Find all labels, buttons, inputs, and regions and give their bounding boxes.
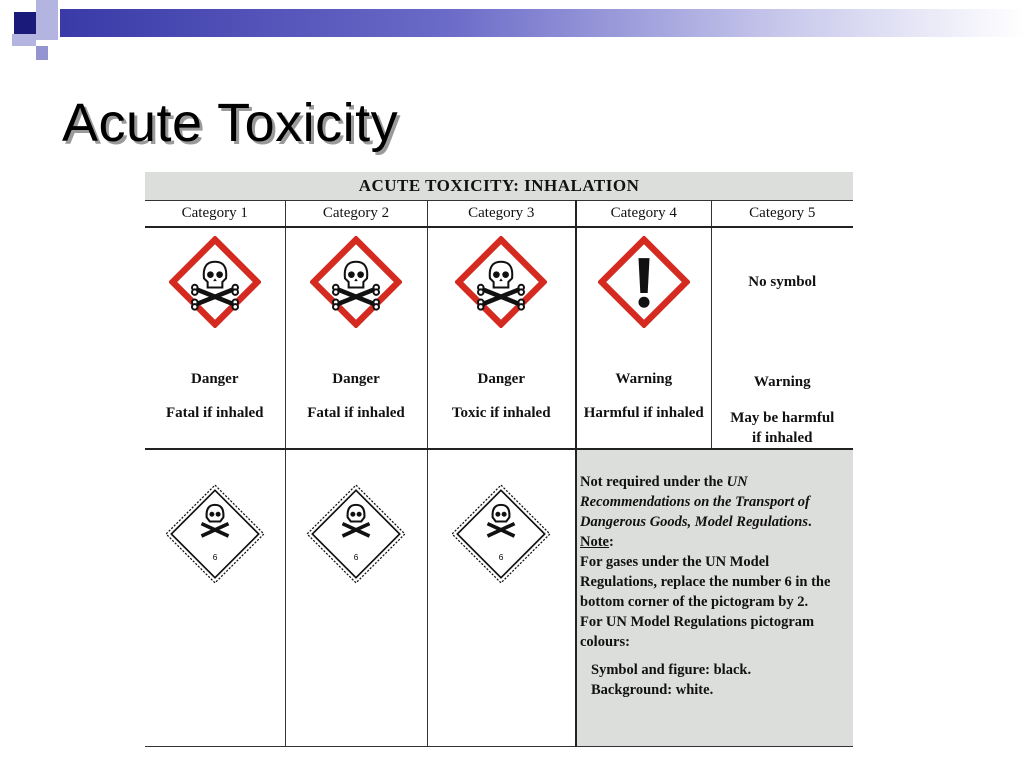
un-class-number: 6 [498,552,504,562]
skull-crossbones-icon [169,236,261,328]
hazard-statement: Fatal if inhaled [307,405,405,421]
category-5-header: Category 5 [711,201,853,228]
note-line1-italic: UN Recommendations on the Transport of Dangerous Goods, Model Regulations [580,474,810,530]
un-toxic-pictogram-icon [304,482,408,586]
acute-toxicity-table [145,172,853,747]
note-line1-suffix: . [808,514,812,530]
signal-word: Warning [753,374,811,390]
un-class-number: 6 [353,552,359,562]
hazard-statement: May be harmful if inhaled [730,410,835,446]
category-4-header: Category 4 [576,201,711,228]
category-1-cell [145,227,285,449]
category-5-cell [711,227,853,449]
note-background-colour: Background: white. [591,682,714,698]
category-2-header: Category 2 [285,201,427,228]
category-2-cell [285,227,427,449]
skull-crossbones-icon [455,236,547,328]
table-header: ACUTE TOXICITY: INHALATION [145,172,853,201]
hazard-statement: Harmful if inhaled [583,405,704,421]
note-colon: : [609,534,614,550]
skull-crossbones-icon [310,236,402,328]
note-gas-text: For gases under the UN Model Regulations, replace the number 6 in the bottom corner of the pictogram by 2. [580,554,831,610]
category-3-header: Category 3 [427,201,576,228]
category-1-header: Category 1 [145,201,285,228]
category-3-cell [427,227,576,449]
category-4-cell [576,227,711,449]
un-toxic-pictogram-icon [449,482,553,586]
note-symbol-colour: Symbol and figure: black. [591,662,752,678]
un-regulations-note [576,449,853,747]
no-symbol-text: No symbol [748,274,817,290]
un-toxic-pictogram-icon [163,482,267,586]
title-bar-gradient [60,9,1024,37]
note-label: Note [580,534,609,550]
un-pictogram-cell-1 [145,449,285,747]
page-title: Acute Toxicity [62,93,399,153]
hazard-statement: Fatal if inhaled [165,405,264,421]
un-class-number: 6 [212,552,218,562]
signal-word: Danger [332,371,380,387]
un-pictogram-cell-2 [285,449,427,747]
note-colours-text: For UN Model Regulations pictogram colours: [580,614,815,650]
note-line1-prefix: Not required under the [580,474,727,490]
signal-word: Warning [615,371,673,387]
signal-word: Danger [191,371,239,387]
signal-word: Danger [477,371,525,387]
hazard-statement: Toxic if inhaled [451,405,551,421]
un-pictogram-cell-3 [427,449,576,747]
exclamation-mark-icon [598,236,690,328]
